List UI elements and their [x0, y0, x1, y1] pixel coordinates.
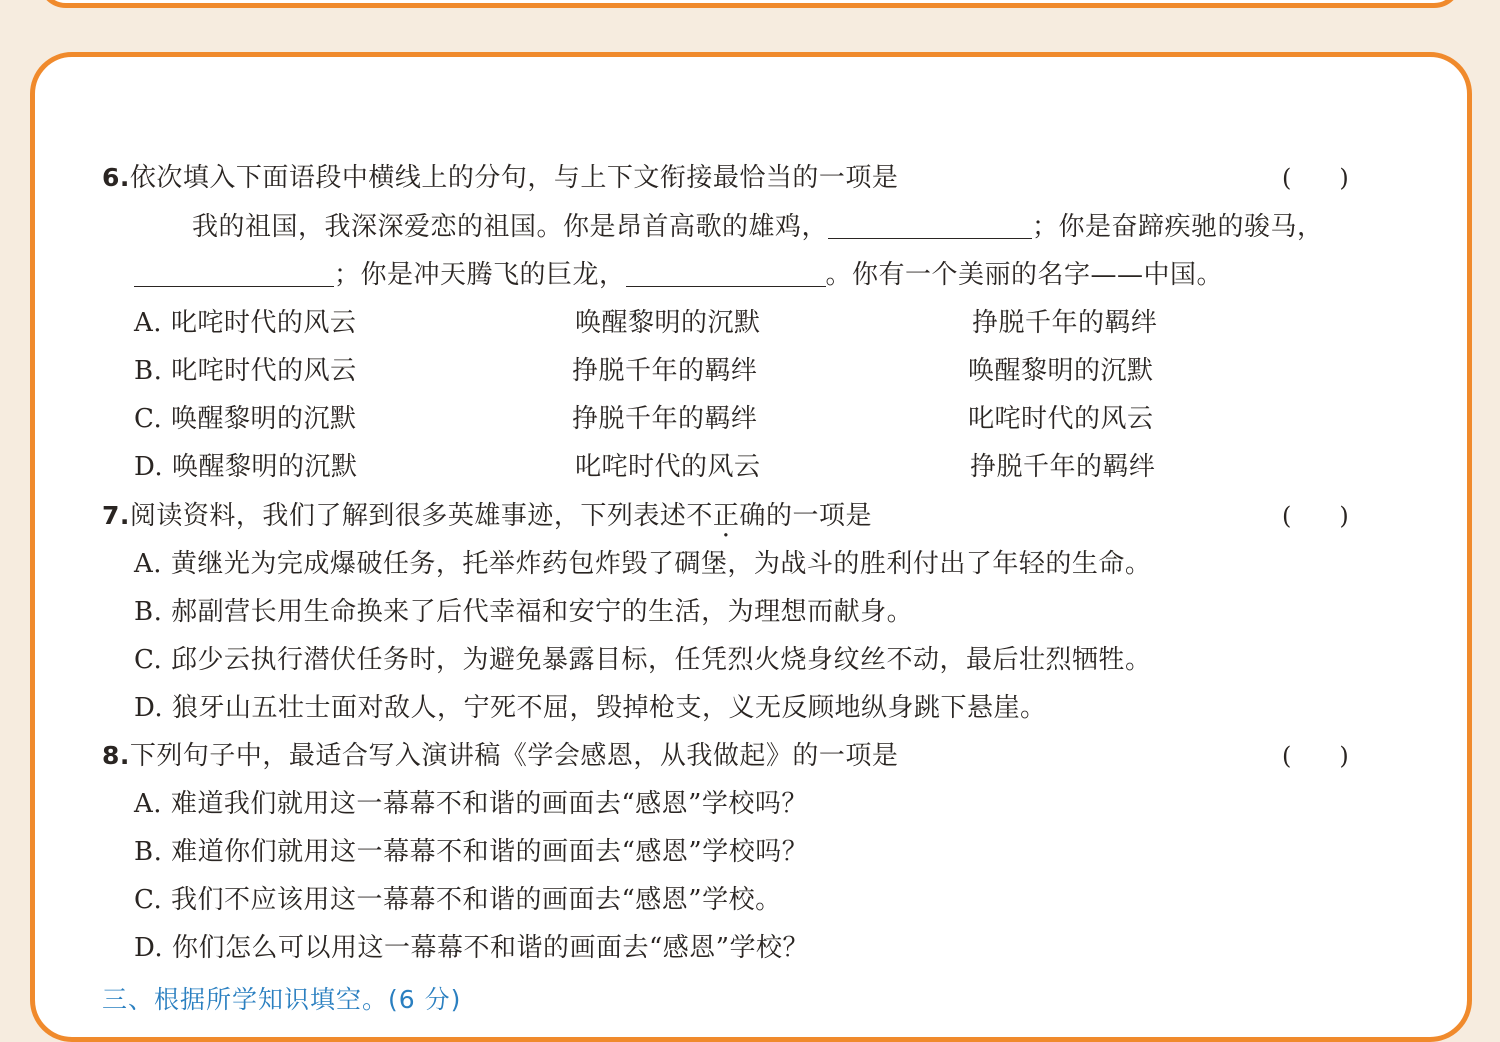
q6-passage-3: ；你是冲天腾飞的巨龙， [334, 260, 626, 290]
q7-stem [102, 500, 872, 532]
option-col1: 叱咤时代的风云 [170, 308, 357, 338]
q8-stem [102, 740, 898, 772]
q6-option-b[interactable] [134, 355, 357, 387]
section-3-heading: 三、根据所学知识填空。(6 分) [102, 985, 462, 1014]
option-letter: C. [134, 885, 163, 915]
q6-option-b-col2: 挣脱千年的羁绊 [572, 356, 758, 386]
emphasis-dots-text: 不正确 [686, 501, 766, 531]
q8-stem-text: 下列句子中，最适合写入演讲稿《学会感恩，从我做起》的一项是 [129, 741, 899, 771]
q8-answer-paren[interactable] [1282, 740, 1349, 772]
paren-close: ) [1339, 164, 1349, 192]
option-letter: B. [134, 597, 163, 627]
q6-option-d[interactable] [134, 451, 357, 483]
q6-passage-line2 [134, 259, 1223, 291]
q6-option-c-col2: 挣脱千年的羁绊 [572, 404, 758, 434]
q6-option-c-col3: 叱咤时代的风云 [968, 404, 1154, 434]
option-letter: C. [134, 645, 163, 675]
paren-open: ( [1282, 742, 1292, 770]
option-text: 黄继光为完成爆破任务，托举炸药包炸毁了碉堡，为战斗的胜利付出了年轻的生命。 [170, 549, 1152, 579]
q8-option-d[interactable] [134, 932, 809, 964]
q6-option-a-col3: 挣脱千年的羁绊 [972, 308, 1158, 338]
q6-blank-1[interactable] [828, 212, 1032, 239]
option-text: 我们不应该用这一幕幕不和谐的画面去“感恩”学校。 [171, 885, 782, 915]
q8-option-c[interactable] [134, 884, 782, 916]
q7-answer-paren[interactable] [1282, 500, 1349, 532]
q8-option-a[interactable] [134, 788, 808, 820]
q6-option-b-col3: 唤醒黎明的沉默 [968, 356, 1154, 386]
q6-blank-2[interactable] [134, 260, 334, 287]
q6-passage-2: ；你是奋蹄疾驰的骏马， [1032, 212, 1324, 242]
paren-open: ( [1282, 164, 1292, 192]
q6-option-a[interactable] [134, 307, 356, 339]
paren-close: ) [1339, 742, 1349, 770]
previous-card-frame [38, 0, 1462, 8]
q8-number: 8. [102, 741, 130, 770]
q6-answer-paren[interactable] [1282, 162, 1349, 194]
option-col1: 唤醒黎明的沉默 [171, 404, 357, 434]
option-letter: B. [134, 837, 163, 867]
option-letter: D. [134, 452, 164, 482]
q7-stem-text-b: 的一项是 [765, 501, 872, 531]
q7-option-b[interactable] [134, 596, 913, 628]
q8-option-b[interactable] [134, 836, 808, 868]
q6-option-d-col2: 叱咤时代的风云 [575, 452, 761, 482]
option-letter: B. [134, 356, 163, 386]
q6-stem-text: 依次填入下面语段中横线上的分句，与上下文衔接最恰当的一项是 [129, 163, 899, 193]
paren-open: ( [1282, 502, 1292, 530]
option-letter: A. [134, 308, 163, 338]
q7-stem-text-a: 阅读资料，我们了解到很多英雄事迹，下列表述 [129, 501, 687, 531]
q7-option-d[interactable] [134, 692, 1046, 724]
q6-passage-line1 [192, 211, 1324, 243]
option-letter: A. [134, 789, 163, 819]
option-text: 难道你们就用这一幕幕不和谐的画面去“感恩”学校吗？ [171, 837, 809, 867]
q6-option-a-col2: 唤醒黎明的沉默 [575, 308, 761, 338]
option-text: 狼牙山五壮士面对敌人，宁死不屈，毁掉枪支，义无反顾地纵身跳下悬崖。 [171, 693, 1047, 723]
paren-close: ) [1339, 502, 1349, 530]
q6-option-c[interactable] [134, 403, 357, 435]
q6-passage-4: 。你有一个美丽的名字——中国。 [825, 260, 1224, 290]
q6-option-d-col3: 挣脱千年的羁绊 [970, 452, 1156, 482]
q7-option-a[interactable] [134, 548, 1151, 580]
option-letter: D. [134, 933, 164, 963]
option-text: 邱少云执行潜伏任务时，为避免暴露目标，任凭烈火烧身纹丝不动，最后壮烈牺牲。 [171, 645, 1152, 675]
option-text: 难道我们就用这一幕幕不和谐的画面去“感恩”学校吗？ [170, 789, 808, 819]
q6-number: 6. [102, 163, 130, 192]
option-letter: D. [134, 693, 164, 723]
option-text: 郝副营长用生命换来了后代幸福和安宁的生活，为理想而献身。 [171, 597, 914, 627]
option-col1: 叱咤时代的风云 [171, 356, 357, 386]
q6-stem [102, 162, 898, 194]
q6-passage-1: 我的祖国，我深深爱恋的祖国。你是昂首高歌的雄鸡， [192, 212, 829, 242]
q6-blank-3[interactable] [626, 260, 826, 287]
q7-number: 7. [102, 501, 130, 530]
option-col1: 唤醒黎明的沉默 [171, 452, 358, 482]
option-letter: C. [134, 404, 163, 434]
q7-option-c[interactable] [134, 644, 1152, 676]
option-letter: A. [134, 549, 163, 579]
option-text: 你们怎么可以用这一幕幕不和谐的画面去“感恩”学校？ [171, 933, 810, 963]
q7-stem-emphasis [686, 501, 766, 531]
